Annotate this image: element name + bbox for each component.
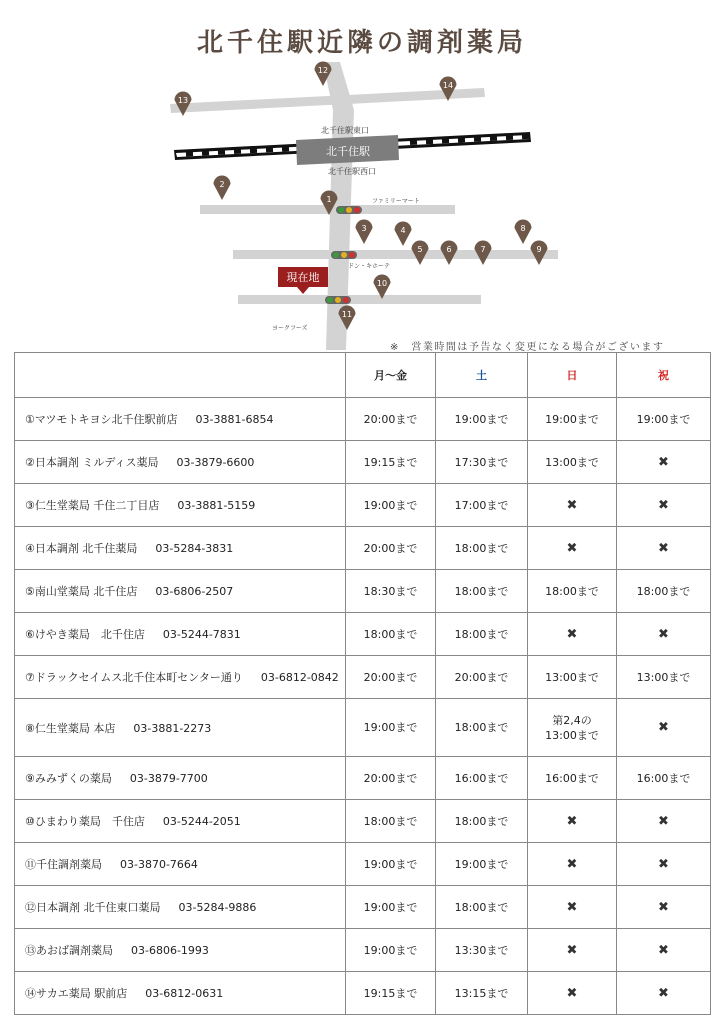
hours-value: 18:00まで	[636, 584, 691, 598]
hours-value: 13:00まで	[545, 455, 599, 469]
table-row	[15, 398, 711, 441]
store-name: ⑨みみずくの薬局	[25, 772, 112, 785]
hours-value: 19:00まで	[454, 857, 509, 871]
landmark-yorkfoods: ヨークフーズ	[272, 325, 308, 332]
hours-note: ※ 営業時間は予告なく変更になる場合がございます	[390, 342, 665, 353]
table-row	[15, 570, 711, 613]
hours-value: ✖	[566, 856, 578, 872]
road-yorkfoods	[238, 295, 481, 304]
map-pin-label: 6	[446, 245, 452, 254]
hours-value: 19:00まで	[363, 857, 418, 871]
hours-value: 13:15まで	[454, 986, 509, 1000]
hours-sun	[528, 699, 617, 757]
store-name: ②日本調剤 ミルディス薬局	[25, 456, 159, 469]
railway-tie	[490, 136, 497, 141]
store-phone: 03-5284-9886	[178, 901, 257, 914]
table-row	[15, 656, 711, 699]
store-name: ⑫日本調剤 北千住東口薬局	[25, 901, 161, 914]
hours-holiday	[617, 570, 711, 613]
table-row	[15, 757, 711, 800]
page-title: 北千住駅近隣の調剤薬局	[196, 28, 527, 58]
roads	[170, 62, 558, 350]
store-phone: 03-3879-7700	[129, 772, 208, 785]
hours-value: 18:00まで	[454, 900, 509, 914]
hours-value: 19:00まで	[363, 900, 418, 914]
store-cell	[15, 699, 346, 757]
store-name: ③仁生堂薬局 千住二丁目店	[25, 499, 160, 512]
hours-value: 18:00まで	[454, 584, 509, 598]
hours-value: 19:15まで	[363, 455, 418, 469]
hours-sat	[436, 843, 528, 886]
hours-weekday	[346, 613, 436, 656]
store-name: ④日本調剤 北千住薬局	[25, 542, 138, 555]
hours-value: 19:00まで	[636, 412, 691, 426]
area-map	[0, 0, 724, 350]
map-pin-5	[412, 241, 429, 266]
hours-sun	[528, 929, 617, 972]
hours-sun	[528, 656, 617, 699]
store-phone: 03-5284-3831	[155, 542, 234, 555]
header-weekday: 月～金	[346, 353, 436, 398]
hours-sat	[436, 570, 528, 613]
hours-sun	[528, 886, 617, 929]
store-cell	[15, 441, 346, 484]
hours-sun	[528, 843, 617, 886]
current-location-marker	[278, 267, 328, 294]
store-cell	[15, 972, 346, 1015]
hours-sat	[436, 699, 528, 757]
hours-value: 18:00まで	[454, 814, 509, 828]
railway-tie	[266, 147, 273, 152]
hours-holiday	[617, 929, 711, 972]
hours-weekday	[346, 972, 436, 1015]
map-pin-2	[214, 176, 231, 201]
hours-value: 18:30まで	[363, 584, 418, 598]
map-pin-label: 1	[326, 195, 332, 204]
map-pin-label: 4	[400, 226, 406, 235]
hours-value: ✖	[658, 497, 669, 513]
hours-value: 20:00まで	[454, 670, 509, 684]
table-row	[15, 527, 711, 570]
hours-value: 20:00まで	[363, 670, 418, 684]
store-phone: 03-3870-7664	[120, 858, 198, 871]
hours-value: ✖	[566, 985, 578, 1001]
store-phone: 03-3881-6854	[195, 413, 274, 426]
railway-tie	[218, 149, 225, 154]
hours-value: 20:00まで	[363, 771, 418, 785]
store-cell	[15, 613, 346, 656]
railway-tie	[458, 137, 465, 142]
hours-sun	[528, 441, 617, 484]
store-phone: 03-3881-2273	[133, 721, 212, 735]
hours-holiday	[617, 800, 711, 843]
hours-value: ✖	[566, 813, 578, 829]
hours-sat	[436, 441, 528, 484]
pharmacy-hours-table	[14, 352, 711, 1015]
store-name: ⑪千住調剤薬局	[25, 858, 102, 871]
map-pin-label: 3	[361, 224, 367, 233]
map-pin-7	[475, 241, 492, 266]
railway-tie	[410, 140, 417, 145]
railway-tie	[506, 135, 513, 140]
map-pin-label: 9	[536, 245, 542, 254]
hours-sun	[528, 613, 617, 656]
hours-value: 19:00まで	[545, 412, 599, 426]
store-cell	[15, 886, 346, 929]
store-phone: 03-5244-7831	[162, 628, 241, 641]
hours-weekday	[346, 843, 436, 886]
hours-value: ✖	[658, 454, 669, 470]
exit-west-label: 北千住駅西口	[328, 167, 376, 176]
store-phone: 03-3879-6600	[176, 456, 255, 469]
hours-sat	[436, 757, 528, 800]
landmark-familymart: ファミリーマート	[372, 198, 420, 205]
store-cell	[15, 484, 346, 527]
hours-holiday	[617, 757, 711, 800]
station-label: 北千住駅	[326, 145, 370, 158]
hours-value: 20:00まで	[363, 412, 418, 426]
table-row	[15, 843, 711, 886]
hours-holiday	[617, 972, 711, 1015]
map-pin-label: 12	[317, 66, 329, 75]
hours-value: ✖	[566, 899, 578, 915]
table-row	[15, 972, 711, 1015]
railway-tie	[234, 149, 241, 154]
table-row	[15, 929, 711, 972]
hours-value: 第2,4の 13:00まで	[545, 713, 599, 742]
hours-value: 19:15まで	[363, 986, 418, 1000]
hours-weekday	[346, 570, 436, 613]
hours-sun	[528, 800, 617, 843]
hours-value: 16:00まで	[454, 771, 509, 785]
hours-weekday	[346, 656, 436, 699]
map-pin-4	[395, 222, 412, 246]
hours-weekday	[346, 527, 436, 570]
hours-weekday	[346, 441, 436, 484]
hours-holiday	[617, 441, 711, 484]
traffic-light	[336, 206, 362, 214]
hours-value: ✖	[658, 942, 669, 958]
hours-value: 19:00まで	[363, 721, 418, 734]
header-saturday: 土	[436, 353, 528, 398]
hours-value: ✖	[658, 626, 669, 642]
map-pin-label: 14	[442, 81, 454, 90]
hours-sat	[436, 800, 528, 843]
map-pin-3	[356, 220, 373, 245]
railway-tie	[426, 139, 433, 144]
hours-sat	[436, 613, 528, 656]
header-holiday: 祝	[617, 353, 711, 398]
hours-sun	[528, 972, 617, 1015]
table-row	[15, 441, 711, 484]
store-phone: 03-6806-1993	[131, 944, 209, 957]
header-store	[15, 353, 346, 398]
hours-sat	[436, 484, 528, 527]
store-name: ⑩ひまわり薬局 千住店	[25, 815, 145, 828]
hours-sun	[528, 757, 617, 800]
table-row	[15, 699, 711, 757]
railway-tie	[202, 150, 209, 155]
store-name: ⑧仁生堂薬局 本店	[25, 721, 116, 735]
hours-value: 18:00まで	[454, 721, 509, 734]
hours-value: 16:00まで	[545, 771, 599, 785]
hours-sat	[436, 929, 528, 972]
hours-weekday	[346, 929, 436, 972]
hours-sat	[436, 656, 528, 699]
hours-value: 19:00まで	[363, 498, 418, 512]
hours-sat	[436, 972, 528, 1015]
store-name: ⑭サカエ薬局 駅前店	[25, 987, 128, 1000]
hours-value: 20:00まで	[363, 541, 418, 555]
hours-holiday	[617, 886, 711, 929]
hours-value: ✖	[658, 813, 669, 829]
hours-value: 19:00まで	[363, 943, 418, 957]
hours-holiday	[617, 843, 711, 886]
store-phone: 03-5244-2051	[162, 815, 241, 828]
hours-value: 17:00まで	[454, 498, 509, 512]
hours-value: ✖	[566, 497, 578, 513]
store-phone: 03-6806-2507	[155, 585, 234, 598]
landmark-donki: ドン・キホーテ	[348, 263, 391, 270]
store-cell	[15, 570, 346, 613]
hours-holiday	[617, 656, 711, 699]
table-header-row	[15, 353, 711, 398]
hours-sun	[528, 527, 617, 570]
railway-tie	[442, 138, 449, 143]
hours-value: ✖	[658, 540, 669, 556]
store-phone: 03-6812-0631	[145, 987, 224, 1000]
hours-sat	[436, 527, 528, 570]
railway-tie	[282, 146, 289, 151]
store-cell	[15, 929, 346, 972]
store-cell	[15, 527, 346, 570]
hours-value: 13:00まで	[636, 670, 691, 684]
hours-value: 18:00まで	[454, 627, 509, 641]
hours-value: ✖	[658, 899, 669, 915]
hours-holiday	[617, 484, 711, 527]
store-cell	[15, 800, 346, 843]
hours-sat	[436, 398, 528, 441]
store-name: ⑥けやき薬局 北千住店	[25, 628, 145, 641]
railway-tie	[474, 136, 481, 141]
map-pin-label: 7	[480, 245, 486, 254]
table-row	[15, 484, 711, 527]
hours-value: ✖	[566, 626, 578, 642]
map-pin-6	[441, 241, 458, 266]
hours-weekday	[346, 699, 436, 757]
hours-value: 19:00まで	[454, 412, 509, 426]
hours-value: ✖	[566, 942, 578, 958]
map-pin-label: 2	[219, 180, 225, 189]
store-cell	[15, 843, 346, 886]
railway-tie	[522, 134, 529, 139]
railway-tie	[186, 151, 193, 156]
table-row	[15, 800, 711, 843]
store-phone: 03-6812-0842	[260, 671, 339, 684]
road-donki	[233, 250, 558, 259]
hours-value: 18:00まで	[363, 627, 418, 641]
map-pin-label: 8	[520, 224, 526, 233]
road-top	[170, 88, 485, 113]
hours-value: 13:30まで	[454, 943, 509, 957]
map-pin-label: 11	[341, 310, 353, 319]
traffic-light	[331, 251, 357, 259]
store-cell	[15, 398, 346, 441]
hours-sun	[528, 398, 617, 441]
current-location-label: 現在地	[286, 271, 320, 284]
hours-holiday	[617, 699, 711, 757]
map-pin-9	[531, 241, 548, 266]
exit-east-label: 北千住駅東口	[321, 126, 369, 135]
store-name: ⑦ドラックセイムス北千住本町センター通り	[25, 671, 243, 684]
hours-holiday	[617, 527, 711, 570]
hours-weekday	[346, 886, 436, 929]
hours-value: 16:00まで	[636, 771, 691, 785]
hours-value: 18:00まで	[363, 814, 418, 828]
store-name: ①マツモトキヨシ北千住駅前店	[25, 413, 178, 426]
hours-value: ✖	[658, 985, 669, 1001]
map-pin-label: 10	[376, 279, 388, 288]
store-cell	[15, 656, 346, 699]
traffic-light	[325, 296, 351, 304]
header-sunday: 日	[528, 353, 617, 398]
store-cell	[15, 757, 346, 800]
railway-tie	[250, 148, 257, 153]
hours-weekday	[346, 484, 436, 527]
hours-value: 18:00まで	[454, 541, 509, 555]
hours-sun	[528, 570, 617, 613]
hours-sun	[528, 484, 617, 527]
table-row	[15, 886, 711, 929]
hours-holiday	[617, 398, 711, 441]
table-row	[15, 613, 711, 656]
hours-value: ✖	[658, 720, 669, 735]
hours-sat	[436, 886, 528, 929]
store-name: ⑬あおば調剤薬局	[25, 944, 113, 957]
hours-value: 18:00まで	[545, 584, 599, 598]
hours-value: ✖	[566, 540, 578, 556]
store-phone: 03-3881-5159	[177, 499, 256, 512]
hours-value: 17:30まで	[454, 455, 509, 469]
map-pin-8	[515, 220, 532, 245]
hours-value: 13:00まで	[545, 670, 599, 684]
hours-holiday	[617, 613, 711, 656]
hours-weekday	[346, 800, 436, 843]
map-pin-label: 5	[417, 245, 423, 254]
hours-weekday	[346, 757, 436, 800]
hours-weekday	[346, 398, 436, 441]
hours-value: ✖	[658, 856, 669, 872]
store-name: ⑤南山堂薬局 北千住店	[25, 585, 138, 598]
map-pin-label: 13	[177, 96, 189, 105]
